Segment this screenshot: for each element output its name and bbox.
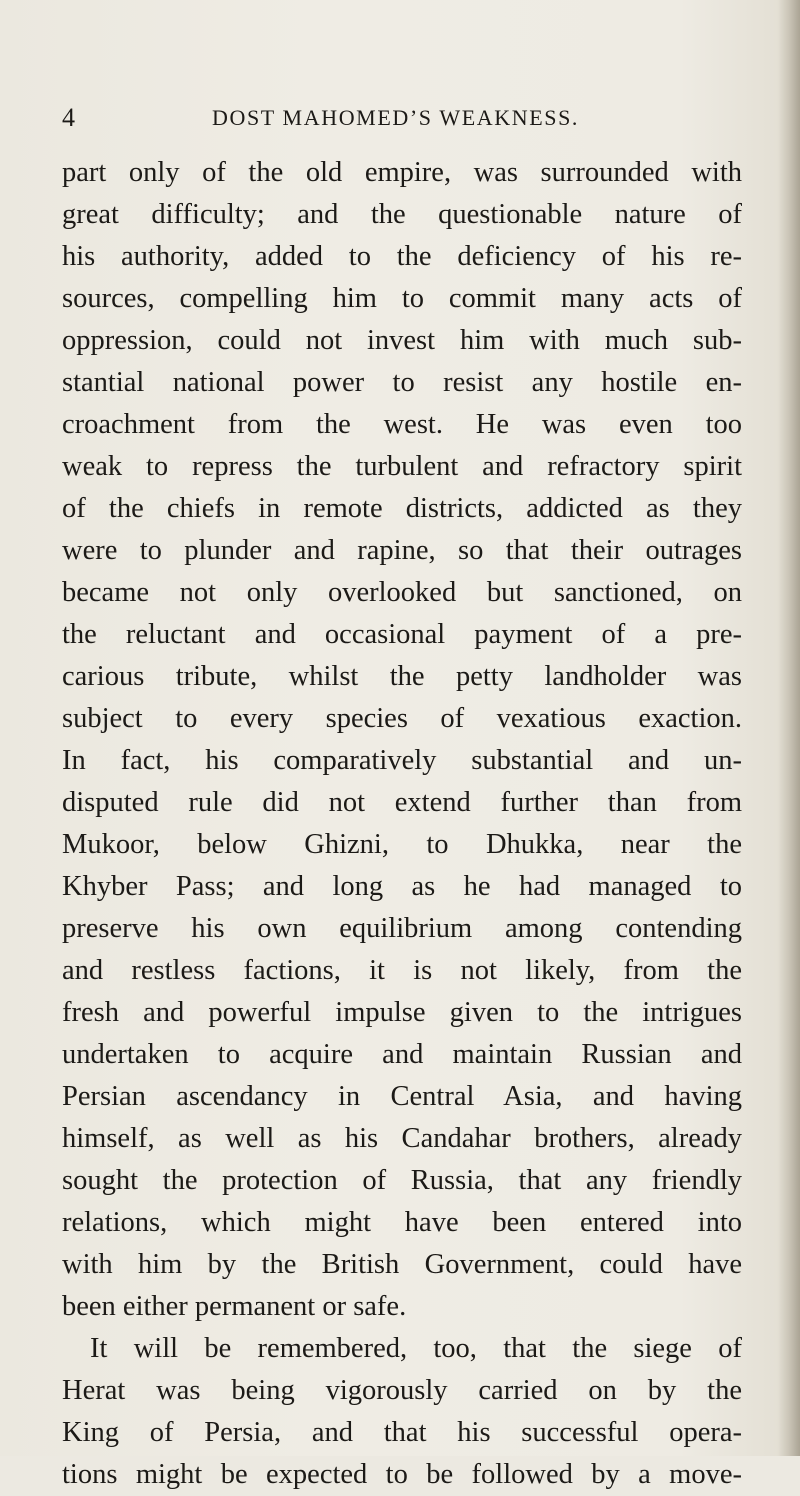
text-line: Mukoor, below Ghizni, to Dhukka, near the <box>62 829 742 860</box>
text-line: weak to repress the turbulent and refractory spirit <box>62 451 742 482</box>
page-number: 4 <box>62 103 75 132</box>
text-line: Herat was being vigorously carried on by the <box>62 1375 742 1406</box>
text-line: tions might be expected to be followed by a move- <box>62 1459 742 1490</box>
text-line: were to plunder and rapine, so that their outrages <box>62 535 742 566</box>
text-line: great difficulty; and the questionable nature of <box>62 199 742 230</box>
text-line: fresh and powerful impulse given to the intrigues <box>62 997 742 1028</box>
text-line: preserve his own equilibrium among contending <box>62 913 742 944</box>
text-line: his authority, added to the deficiency of his re- <box>62 241 742 272</box>
text-line: Khyber Pass; and long as he had managed to <box>62 871 742 902</box>
text-line: of the chiefs in remote districts, addicted as they <box>62 493 742 524</box>
text-line: part only of the old empire, was surrounded with <box>62 157 742 188</box>
text-line: carious tribute, whilst the petty landholder was <box>62 661 742 692</box>
text-line: King of Persia, and that his successful opera- <box>62 1417 742 1448</box>
text-line: relations, which might have been entered into <box>62 1207 742 1238</box>
text-line: the reluctant and occasional payment of a pre- <box>62 619 742 650</box>
text-line: himself, as well as his Candahar brothers, already <box>62 1123 742 1154</box>
page-edge-shadow <box>778 0 800 1456</box>
text-line: sources, compelling him to commit many acts of <box>62 283 742 314</box>
text-line: became not only overlooked but sanctioned, on <box>62 577 742 608</box>
text-line: subject to every species of vexatious exaction. <box>62 703 742 734</box>
body-text <box>62 152 742 1496</box>
text-line: with him by the British Government, could have <box>62 1249 742 1280</box>
running-title: DOST MAHOMED’S WEAKNESS. <box>212 105 580 130</box>
text-line: Persian ascendancy in Central Asia, and having <box>62 1081 742 1112</box>
text-line: disputed rule did not extend further than from <box>62 787 742 818</box>
text-line-paragraph-end: been either permanent or safe. <box>62 1291 407 1322</box>
text-line: sought the protection of Russia, that any friendly <box>62 1165 742 1196</box>
text-line: In fact, his comparatively substantial and un- <box>62 745 742 776</box>
text-line: croachment from the west. He was even too <box>62 409 742 440</box>
text-line: stantial national power to resist any hostile en- <box>62 367 742 398</box>
text-line: undertaken to acquire and maintain Russian and <box>62 1039 742 1070</box>
text-line: and restless factions, it is not likely, from the <box>62 955 742 986</box>
text-line-paragraph-start: It will be remembered, too, that the siege of <box>90 1333 742 1364</box>
text-line: oppression, could not invest him with much sub- <box>62 325 742 356</box>
running-head <box>62 98 762 138</box>
